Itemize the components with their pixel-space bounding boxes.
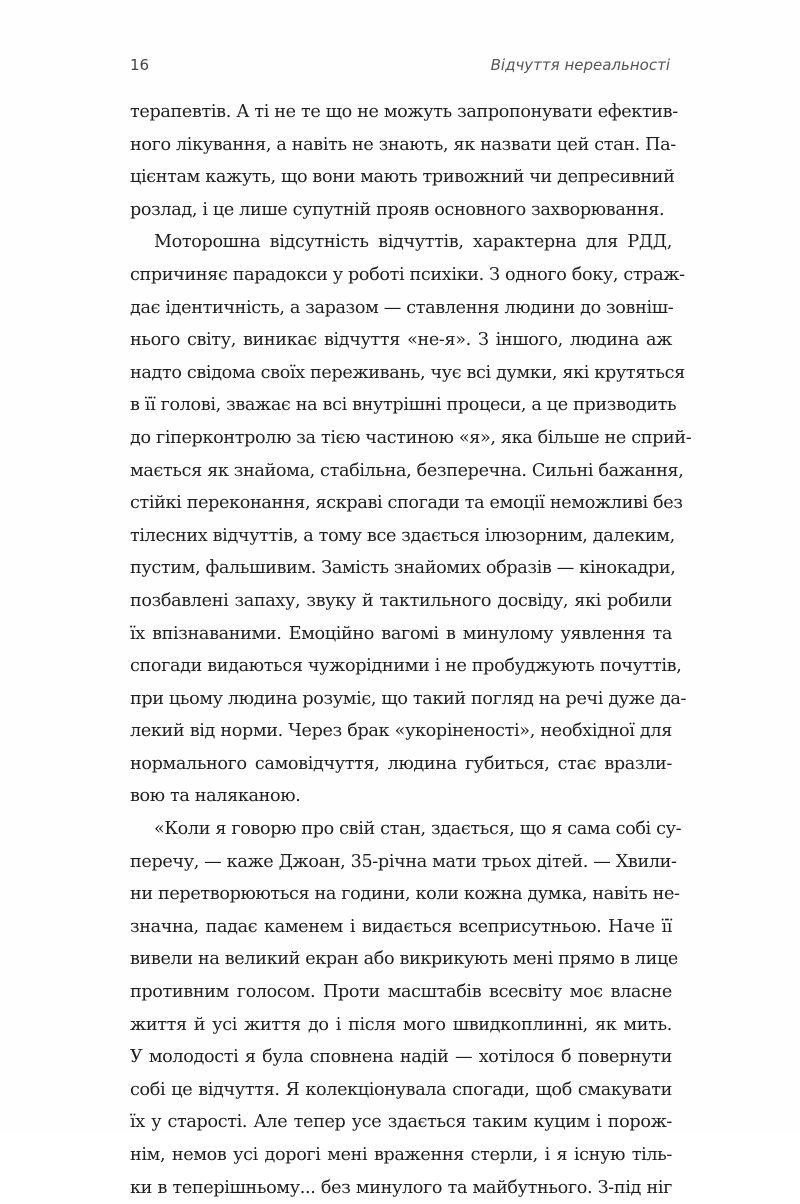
text-line: собі це відчуття. Я колекціонувала спогади, щоб смакувати xyxy=(130,1079,672,1100)
text-line: вою та наляканою. xyxy=(130,786,301,807)
text-line: противним голосом. Проти масштабів всесвіту моє власне xyxy=(130,982,672,1003)
text-line: нім, немов усі дорогі мені враження стерли, і я існую тіль- xyxy=(130,1145,672,1165)
text-line: цієнтам кажуть, що вони мають тривожний чи депресивний xyxy=(130,167,675,188)
text-line: «Коли я говорю про свій стан, здається, що я сама собі су- xyxy=(154,819,682,840)
text-line: нормального самовідчуття, людина губиться, стає вразли- xyxy=(130,753,672,774)
text-line: Моторошна відсутність відчуттів, характерна для РДД, xyxy=(154,232,672,253)
text-line: лекий від норми. Через брак «укоріненості», необхідної для xyxy=(130,721,672,742)
text-line: дає ідентичність, а заразом — ставлення людини до зовніш- xyxy=(130,297,674,318)
text-line: значна, падає каменем і видається всеприсутньою. Наче її xyxy=(130,916,672,937)
text-line: позбавлені запаху, звуку й тактильного досвіду, які робили xyxy=(130,590,672,611)
text-line: до гіперконтролю за тією частиною «я», яка більше не сприй- xyxy=(130,427,692,448)
chapter-title: Відчуття нереальності xyxy=(490,56,670,74)
text-line: спогади видаються чужорідними і не пробуджують почуттів, xyxy=(130,656,682,677)
paragraph-1 xyxy=(130,96,678,226)
text-line: в її голові, зважає на всі внутрішні процеси, а це призводить xyxy=(130,395,677,416)
text-line: їх впізнаваними. Емоційно вагомі в минулому уявлення та xyxy=(130,623,672,644)
body-text xyxy=(130,96,692,1204)
text-line: пустим, фальшивим. Замість знайомих образів — кінокадри, xyxy=(130,558,676,579)
text-line: спричиняє парадокси у роботі психіки. З одного боку, страж- xyxy=(130,264,685,285)
running-head xyxy=(130,56,670,80)
text-line: терапевтів. А ті не те що не можуть запропонувати ефектив- xyxy=(130,102,678,122)
text-line: життя й усі життя до і після мого швидкоплинні, як мить. xyxy=(130,1014,672,1035)
text-line: У молодості я була сповнена надій — хотілося б повернути xyxy=(130,1047,672,1068)
text-line: стійкі переконання, яскраві спогади та емоції неможливі без xyxy=(130,493,683,514)
text-line: мається як знайома, стабільна, безперечна. Сильні бажання, xyxy=(130,460,684,481)
text-line: вивели на великий екран або викрикують мені прямо в лице xyxy=(130,949,678,970)
text-line: нього світу, виникає відчуття «не-я». З іншого, людина аж xyxy=(130,330,672,351)
page-number: 16 xyxy=(130,56,150,74)
text-line: ки в теперішньому... без минулого та майбутнього. З-під ніг xyxy=(130,1177,672,1198)
paragraph-3 xyxy=(130,813,682,1204)
text-line: перечу, — каже Джоан, 35-річна мати трьох дітей. — Хвили- xyxy=(130,851,677,872)
text-line: при цьому людина розуміє, що такий погляд на речі дуже да- xyxy=(130,688,687,709)
text-line: надто свідома своїх переживань, чує всі думки, які крутяться xyxy=(130,362,685,383)
text-line: ни перетворюються на години, коли кожна думка, навіть не- xyxy=(130,884,680,905)
paragraph-2 xyxy=(130,226,692,813)
text-line: розлад, і це лише супутній прояв основного захворювання. xyxy=(130,199,665,220)
text-line: тілесних відчуттів, а тому все здається ілюзорним, далеким, xyxy=(130,525,675,546)
text-line: ного лікування, а навіть не знають, як назвати цей стан. Па- xyxy=(130,134,676,155)
text-line: їх у старості. Але тепер усе здається таким куцим і порож- xyxy=(130,1112,672,1133)
